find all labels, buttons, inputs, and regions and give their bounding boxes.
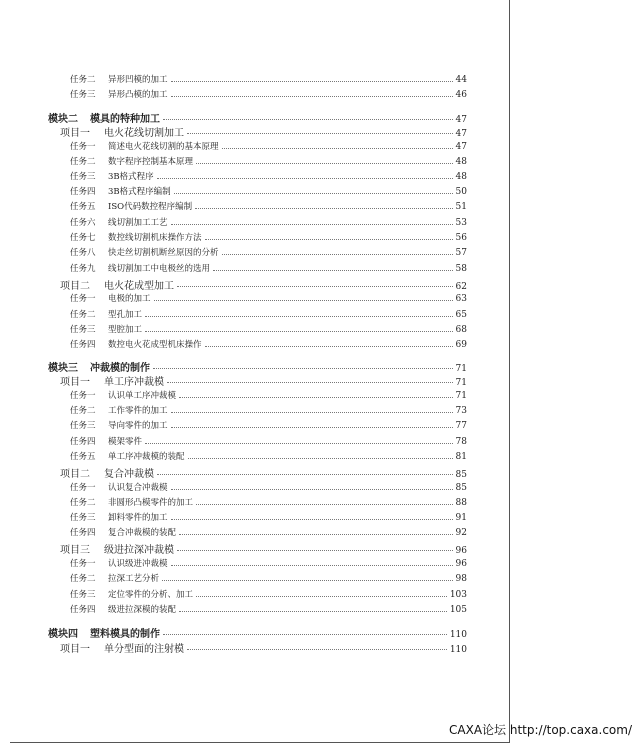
entry-label: 任务二 — [70, 406, 96, 416]
entry-label: 模块三 — [48, 363, 78, 374]
entry-page-number: 105 — [449, 605, 467, 615]
entry-label: 项目二 — [60, 469, 90, 480]
entry-title: 复合冲裁模的装配 — [108, 528, 177, 538]
task-entry — [70, 389, 467, 401]
dot-leader — [157, 474, 453, 475]
entry-page-number: 50 — [455, 187, 467, 197]
dot-leader — [213, 270, 453, 271]
task-entry — [70, 526, 467, 538]
task-entry — [70, 603, 467, 615]
project-entry — [60, 277, 467, 292]
entry-title: 塑料模具的制作 — [90, 629, 160, 640]
entry-page-number: 63 — [455, 294, 467, 304]
entry-label: 任务三 — [70, 421, 96, 431]
project-entry — [60, 373, 467, 388]
entry-page-number: 96 — [455, 559, 467, 569]
entry-label: 任务四 — [70, 528, 96, 538]
entry-page-number: 46 — [455, 90, 467, 100]
entry-page-number: 88 — [455, 498, 467, 508]
task-entry — [70, 216, 467, 228]
entry-page-number: 92 — [455, 528, 467, 538]
entry-page-number: 81 — [455, 452, 467, 462]
entry-title: 单分型面的注射模 — [104, 644, 184, 655]
dot-leader — [179, 397, 453, 398]
entry-page-number: 56 — [455, 233, 467, 243]
dot-leader — [222, 254, 453, 255]
dot-leader — [171, 224, 453, 225]
dot-leader — [153, 368, 453, 369]
entry-page-number: 71 — [455, 391, 467, 401]
module-entry — [48, 359, 467, 374]
entry-title: 认识复合冲裁模 — [108, 483, 168, 493]
entry-label: 模块四 — [48, 629, 78, 640]
dot-leader — [196, 504, 453, 505]
dot-leader — [171, 489, 453, 490]
project-entry — [60, 541, 467, 556]
entry-title: 3B格式程序编制 — [108, 187, 171, 197]
entry-title: 拉深工艺分析 — [108, 574, 160, 584]
task-entry — [70, 246, 467, 258]
entry-label: 任务一 — [70, 483, 96, 493]
dot-leader — [157, 178, 453, 179]
entry-label: 项目一 — [60, 377, 90, 388]
task-entry — [70, 338, 467, 350]
task-entry — [70, 572, 467, 584]
dot-leader — [188, 458, 453, 459]
entry-label: 任务四 — [70, 187, 96, 197]
entry-label: 任务四 — [70, 605, 96, 615]
dot-leader — [171, 96, 453, 97]
task-entry — [70, 404, 467, 416]
entry-page-number: 51 — [455, 202, 467, 212]
entry-title: 线切割加工中电极丝的选用 — [108, 264, 211, 274]
dot-leader — [171, 427, 453, 428]
dot-leader — [205, 346, 453, 347]
entry-label: 项目二 — [60, 281, 90, 292]
entry-label: 模块二 — [48, 114, 78, 125]
entry-page-number: 47 — [455, 115, 467, 125]
entry-title: 快走丝切割机断丝原因的分析 — [108, 248, 219, 258]
entry-title: ISO代码数控程序编制 — [108, 202, 193, 212]
watermark: CAXA论坛 http://top.caxa.com/ — [449, 723, 632, 737]
entry-title: 认识级进冲裁模 — [108, 559, 168, 569]
task-entry — [70, 140, 467, 152]
entry-title: 冲裁模的制作 — [90, 363, 150, 374]
dot-leader — [163, 119, 453, 120]
entry-label: 任务三 — [70, 325, 96, 335]
entry-title: 定位零件的分析、加工 — [108, 590, 194, 600]
entry-label: 项目三 — [60, 545, 90, 556]
entry-title: 异形凸模的加工 — [108, 90, 168, 100]
dot-leader — [179, 611, 447, 612]
entry-label: 任务三 — [70, 172, 96, 182]
entry-title: 卸料零件的加工 — [108, 513, 168, 523]
entry-label: 任务三 — [70, 513, 96, 523]
entry-label: 任务五 — [70, 452, 96, 462]
project-entry — [60, 124, 467, 139]
task-entry — [70, 511, 467, 523]
dot-leader — [145, 443, 453, 444]
entry-page-number: 71 — [455, 364, 467, 374]
entry-title: 单工序冲裁模 — [104, 377, 164, 388]
dot-leader — [195, 208, 452, 209]
entry-label: 任务二 — [70, 157, 96, 167]
entry-title: 3B格式程序 — [108, 172, 154, 182]
entry-page-number: 71 — [455, 378, 467, 388]
dot-leader — [163, 634, 447, 635]
task-entry — [70, 323, 467, 335]
entry-label: 项目一 — [60, 128, 90, 139]
entry-page-number: 96 — [455, 546, 467, 556]
entry-label: 任务六 — [70, 218, 96, 228]
entry-page-number: 110 — [449, 630, 467, 640]
document-page — [10, 0, 510, 743]
entry-title: 电极的加工 — [108, 294, 151, 304]
entry-label: 任务九 — [70, 264, 96, 274]
dot-leader — [154, 300, 453, 301]
entry-title: 数控电火花成型机床操作 — [108, 340, 202, 350]
entry-label: 任务一 — [70, 391, 96, 401]
entry-page-number: 98 — [455, 574, 467, 584]
entry-page-number: 47 — [455, 142, 467, 152]
entry-label: 任务二 — [70, 75, 96, 85]
module-entry — [48, 625, 467, 640]
entry-page-number: 65 — [455, 310, 467, 320]
entry-label: 任务四 — [70, 437, 96, 447]
dot-leader — [145, 316, 453, 317]
entry-title: 非圆形凸模零件的加工 — [108, 498, 194, 508]
entry-title: 电火花成型加工 — [104, 281, 174, 292]
entry-label: 任务三 — [70, 90, 96, 100]
entry-page-number: 73 — [455, 406, 467, 416]
entry-title: 模架零件 — [108, 437, 143, 447]
dot-leader — [205, 239, 453, 240]
entry-label: 项目一 — [60, 644, 90, 655]
entry-title: 线切割加工工艺 — [108, 218, 168, 228]
dot-leader — [196, 163, 453, 164]
task-entry — [70, 419, 467, 431]
entry-label: 任务一 — [70, 294, 96, 304]
dot-leader — [174, 193, 453, 194]
dot-leader — [167, 382, 453, 383]
dot-leader — [177, 286, 453, 287]
entry-page-number: 91 — [455, 513, 467, 523]
entry-page-number: 44 — [455, 75, 467, 85]
entry-page-number: 78 — [455, 437, 467, 447]
dot-leader — [196, 596, 447, 597]
entry-label: 任务二 — [70, 574, 96, 584]
dot-leader — [187, 649, 447, 650]
entry-page-number: 53 — [455, 218, 467, 228]
entry-page-number: 110 — [449, 645, 467, 655]
dot-leader — [179, 534, 453, 535]
entry-title: 复合冲裁模 — [104, 469, 154, 480]
entry-page-number: 85 — [455, 483, 467, 493]
entry-label: 任务二 — [70, 310, 96, 320]
task-entry — [70, 557, 467, 569]
dot-leader — [171, 412, 453, 413]
task-entry — [70, 155, 467, 167]
entry-page-number: 47 — [455, 129, 467, 139]
task-entry — [70, 185, 467, 197]
task-entry — [70, 88, 467, 100]
entry-label: 任务一 — [70, 559, 96, 569]
entry-title: 级进拉深冲裁模 — [104, 545, 174, 556]
dot-leader — [171, 81, 453, 82]
entry-page-number: 58 — [455, 264, 467, 274]
entry-title: 级进拉深模的装配 — [108, 605, 177, 615]
entry-title: 异形凹模的加工 — [108, 75, 168, 85]
entry-page-number: 69 — [455, 340, 467, 350]
task-entry — [70, 481, 467, 493]
entry-page-number: 48 — [455, 172, 467, 182]
dot-leader — [187, 133, 453, 134]
entry-label: 任务五 — [70, 202, 96, 212]
entry-page-number: 48 — [455, 157, 467, 167]
entry-title: 型孔加工 — [108, 310, 143, 320]
entry-label: 任务八 — [70, 248, 96, 258]
entry-title: 工作零件的加工 — [108, 406, 168, 416]
entry-title: 认识单工序冲裁模 — [108, 391, 177, 401]
entry-page-number: 103 — [449, 590, 467, 600]
entry-label: 任务四 — [70, 340, 96, 350]
entry-title: 导向零件的加工 — [108, 421, 168, 431]
project-entry — [60, 640, 467, 655]
task-entry — [70, 231, 467, 243]
task-entry — [70, 588, 467, 600]
task-entry — [70, 292, 467, 304]
dot-leader — [171, 565, 453, 566]
task-entry — [70, 73, 467, 85]
entry-title: 电火花线切割加工 — [104, 128, 184, 139]
entry-page-number: 77 — [455, 421, 467, 431]
entry-label: 任务一 — [70, 142, 96, 152]
entry-label: 任务二 — [70, 498, 96, 508]
task-entry — [70, 308, 467, 320]
entry-title: 型腔加工 — [108, 325, 143, 335]
task-entry — [70, 170, 467, 182]
entry-page-number: 85 — [455, 470, 467, 480]
entry-page-number: 62 — [455, 282, 467, 292]
dot-leader — [145, 331, 453, 332]
task-entry — [70, 262, 467, 274]
entry-page-number: 57 — [455, 248, 467, 258]
dot-leader — [177, 550, 453, 551]
entry-label: 任务七 — [70, 233, 96, 243]
task-entry — [70, 450, 467, 462]
project-entry — [60, 465, 467, 480]
module-entry — [48, 110, 467, 125]
entry-label: 任务三 — [70, 590, 96, 600]
entry-title: 模具的特种加工 — [90, 114, 160, 125]
entry-title: 数字程序控制基本原理 — [108, 157, 194, 167]
task-entry — [70, 496, 467, 508]
entry-title: 数控线切割机床操作方法 — [108, 233, 202, 243]
entry-title: 单工序冲裁模的装配 — [108, 452, 185, 462]
dot-leader — [222, 148, 453, 149]
task-entry — [70, 435, 467, 447]
task-entry — [70, 200, 467, 212]
dot-leader — [162, 580, 453, 581]
entry-page-number: 68 — [455, 325, 467, 335]
dot-leader — [171, 519, 453, 520]
entry-title: 简述电火花线切割的基本原理 — [108, 142, 219, 152]
